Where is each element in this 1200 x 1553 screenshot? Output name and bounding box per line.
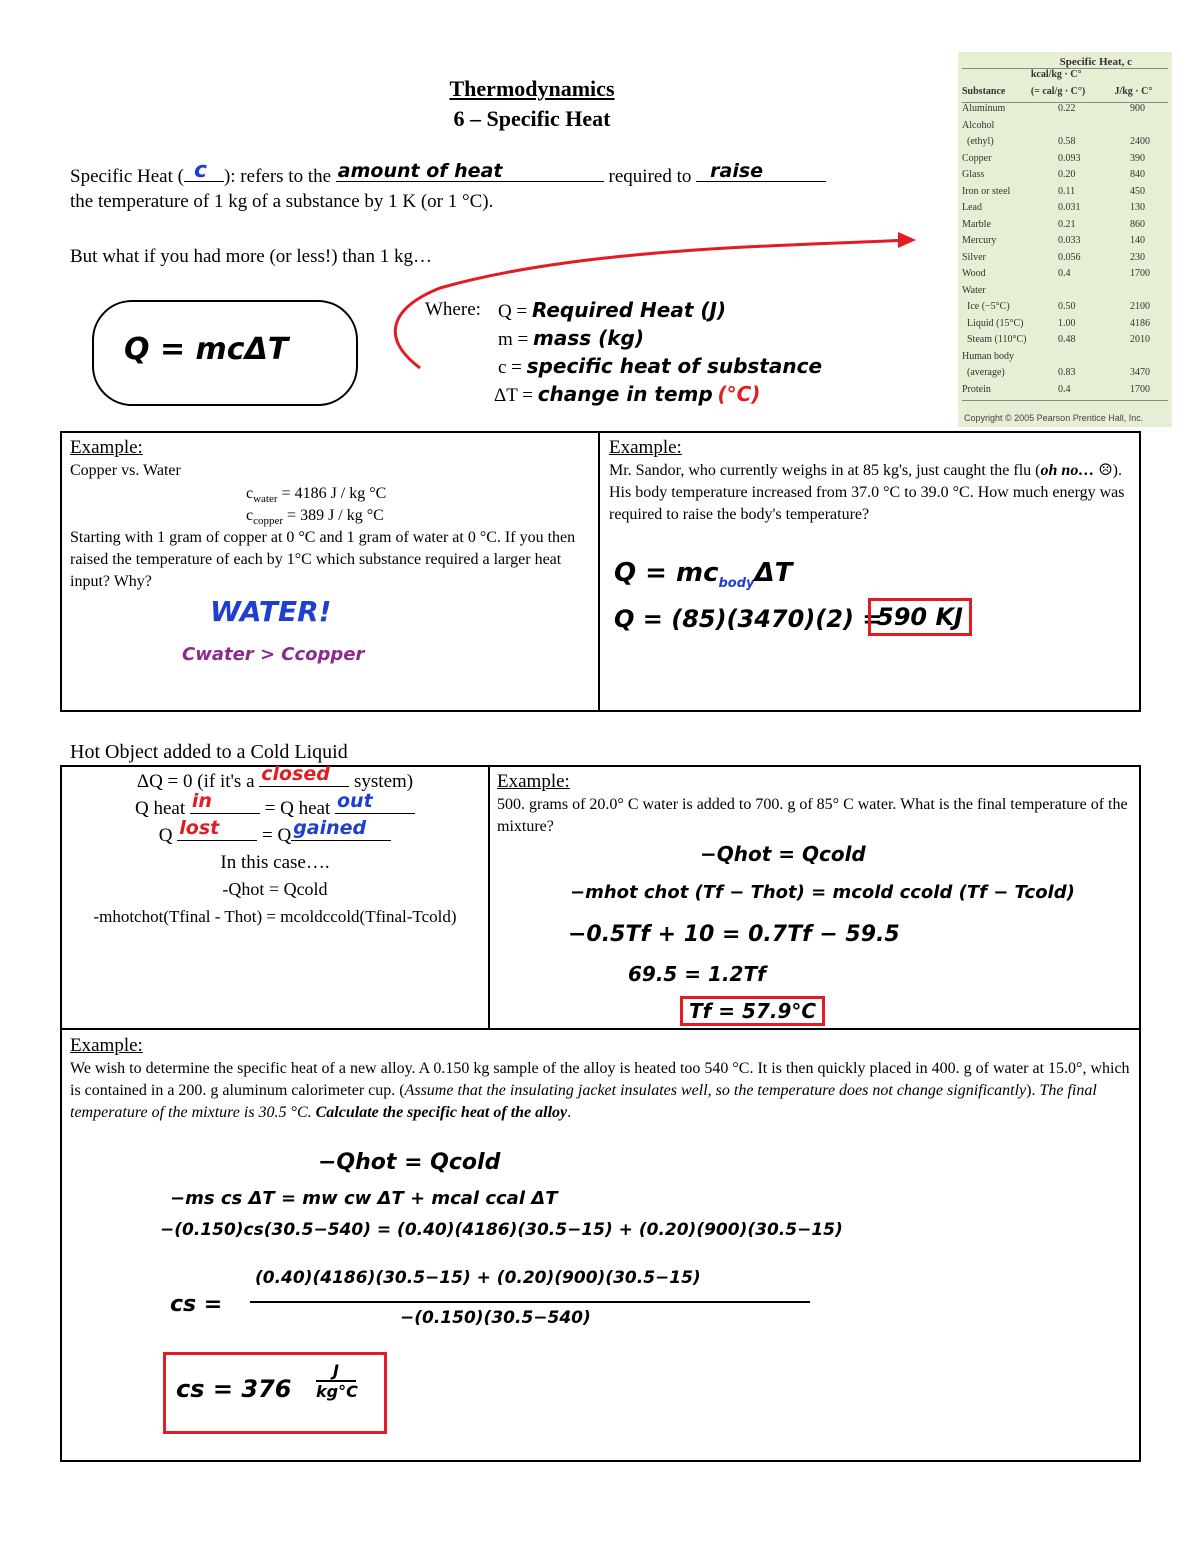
hot-cold-content: ΔQ = 0 (if it's a closed system) Q heat in = Q heat out Q lost = Q gained In this case…. -Qhot = Qcold -mhotchot(Tfinal - Thot) = mcoldccold(Tfinal-Tcold) xyxy=(93,763,457,926)
c-water: $c_{water} = 4186$ J / kg °C xyxy=(246,485,387,506)
example1-heading: Example: xyxy=(70,437,143,458)
formula-box xyxy=(92,300,358,406)
table-row: Mercury 0.033 140 xyxy=(962,235,1145,246)
var-c: c = specific heat of substance xyxy=(498,354,823,378)
handwritten-amount: amount of heat xyxy=(337,160,503,182)
copyright: Copyright © 2005 Pearson Prentice Hall, Inc. xyxy=(964,413,1144,423)
example2-heading: Example: xyxy=(609,437,682,458)
formula-equation: Q = mcΔT xyxy=(124,332,289,367)
table-row: Alcohol xyxy=(962,119,995,131)
table-row: Glass 0.20 840 xyxy=(962,169,1145,180)
example4-work3: −(0.150)cs(30.5−540) = (0.40)(4186)(30.5−15) + (0.20)(900)(30.5−15) xyxy=(160,1220,843,1240)
table-row: (average) 0.83 3470 xyxy=(962,367,1150,378)
page-title: Thermodynamics xyxy=(449,76,615,101)
table-row: Wood 0.4 1700 xyxy=(962,268,1150,279)
hot-cold-heading: Hot Object added to a Cold Liquid xyxy=(70,741,348,763)
table-row: Steam (110°C) 0.48 2010 xyxy=(962,334,1150,345)
example3-answer: Tf = 57.9°C xyxy=(680,996,825,1026)
example4-work4-numerator: (0.40)(4186)(30.5−15) + (0.20)(900)(30.5−15) xyxy=(255,1268,701,1288)
example1-subtitle: Copper vs. Water xyxy=(70,462,181,479)
table-body xyxy=(958,103,1172,400)
table-row: Water xyxy=(962,284,986,296)
example3-work3: −0.5Tf + 10 = 0.7Tf − 59.5 xyxy=(568,922,900,947)
c-copper: $c_{copper} = 389$ J / kg °C xyxy=(246,507,384,528)
example4-work2: −ms cs ΔT = mw cw ΔT + mcal ccal ΔT xyxy=(170,1188,558,1209)
example4-answer: cs = 376 xyxy=(176,1375,292,1403)
handwritten-raise: raise xyxy=(710,160,764,182)
fraction-bar xyxy=(250,1301,810,1303)
example3-heading: Example: xyxy=(497,771,570,792)
example2-answer: 590 KJ xyxy=(868,598,972,636)
table-row: Protein 0.4 1700 xyxy=(962,383,1150,395)
var-q: Q = Required Heat (J) xyxy=(498,298,727,322)
table-row: Aluminum 0.22 900 xyxy=(962,103,1145,114)
definition-line: Specific Heat ( c ): refers to the amount of heat required to raise xyxy=(70,163,826,189)
example3-work2: −mhot chot (Tf − Thot) = mcold ccold (Tf − Tcold) xyxy=(570,882,1075,903)
definition-line2: the temperature of 1 kg of a substance by 1 K (or 1 °C). xyxy=(70,191,494,212)
example1-question: Starting with 1 gram of copper at 0 °C and 1 gram of water at 0 °C. If you then raised the temperature of each by 1°C which substance required a larger heat input? Why? xyxy=(70,529,576,590)
table-row: Copper 0.093 390 xyxy=(962,152,1145,164)
table-row: (ethyl) 0.58 2400 xyxy=(962,136,1150,147)
example2-work2: Q = (85)(3470)(2) = xyxy=(614,605,883,633)
handwritten-symbol: c xyxy=(193,158,207,183)
example2-question: Mr. Sandor, who currently weighs in at 85 kg's, just caught the flu (oh no… ☹). His body temperature increased from 37.0 °C to 39.0 °C. How much energy was required to raise the body's temperature? xyxy=(609,462,1125,523)
example4-work4-label: cs = xyxy=(170,1292,223,1317)
example4-heading: Example: xyxy=(70,1035,143,1056)
table-row: Liquid (15°C) 1.00 4186 xyxy=(962,317,1150,329)
table-title: Specific Heat, c xyxy=(1059,56,1132,68)
specific-heat-table: Specific Heat, c kcal/kg · C° Substance (= cal/g · C°) J/kg · C° Aluminum 0.22 900 Alcohol (ethyl) 0.58 2400 Copper 0.093 390 Glass 0.20 840 Iron or steel 0.11 450 Lead 0.031 130 Marble 0.21 860 Mercury 0.033 140 Silver 0.056 230 Wood 0.4 1700 Water Ice (−5°C) 0.50 2100 Liquid (15°C) 1.00 4186 Steam (110°C) 0.48 2010 Human body (average) 0.83 3470 Protein 0.4 1700 Copyright © 2005 Pearson Prentice Hall, Inc. xyxy=(958,52,1172,427)
example3-work1: −Qhot = Qcold xyxy=(700,842,866,866)
page-subtitle: 6 – Specific Heat xyxy=(453,106,611,131)
example4-answer-box xyxy=(163,1352,387,1434)
where-label: Where: xyxy=(425,299,481,320)
example3-work4: 69.5 = 1.2Tf xyxy=(628,962,766,986)
example1-answer2: Cwater > Ccopper xyxy=(182,644,365,665)
var-m: m = mass (kg) xyxy=(498,326,645,350)
table-row: Silver 0.056 230 xyxy=(962,251,1145,263)
var-dt: ΔT = change in temp (°C) xyxy=(494,382,761,406)
example2-work1: $Q = mc_{body}\Delta T$ xyxy=(614,558,793,592)
table-row: Lead 0.031 130 xyxy=(962,202,1145,213)
answer-unit: J kg°C xyxy=(316,1361,358,1401)
example3-question: 500. grams of 20.0° C water is added to 700. g of 85° C water. What is the final temperature of the mixture? xyxy=(497,796,1128,835)
example4-work4-denominator: −(0.150)(30.5−540) xyxy=(400,1308,591,1328)
example1-answer: WATER! xyxy=(210,595,332,628)
table-row: Ice (−5°C) 0.50 2100 xyxy=(962,301,1150,312)
table-row: Marble 0.21 860 xyxy=(962,218,1145,230)
example4-question: We wish to determine the specific heat of a new alloy. A 0.150 kg sample of the alloy is heated too 540 °C. It is then quickly placed in 400. g of water at 15.0°, which is contained in a 200. g aluminum calorimeter cup. (Assume that the insulating jacket insulates well, so the temperature does not change significantly). The final temperature of the mixture is 30.5 °C. Calculate the specific heat of the alloy. xyxy=(70,1060,1130,1121)
table-row: Iron or steel 0.11 450 xyxy=(962,185,1145,197)
more-or-less-question: But what if you had more (or less!) than 1 kg… xyxy=(70,246,432,267)
example4-work1: −Qhot = Qcold xyxy=(318,1150,501,1175)
table-row: Human body xyxy=(962,350,1014,362)
